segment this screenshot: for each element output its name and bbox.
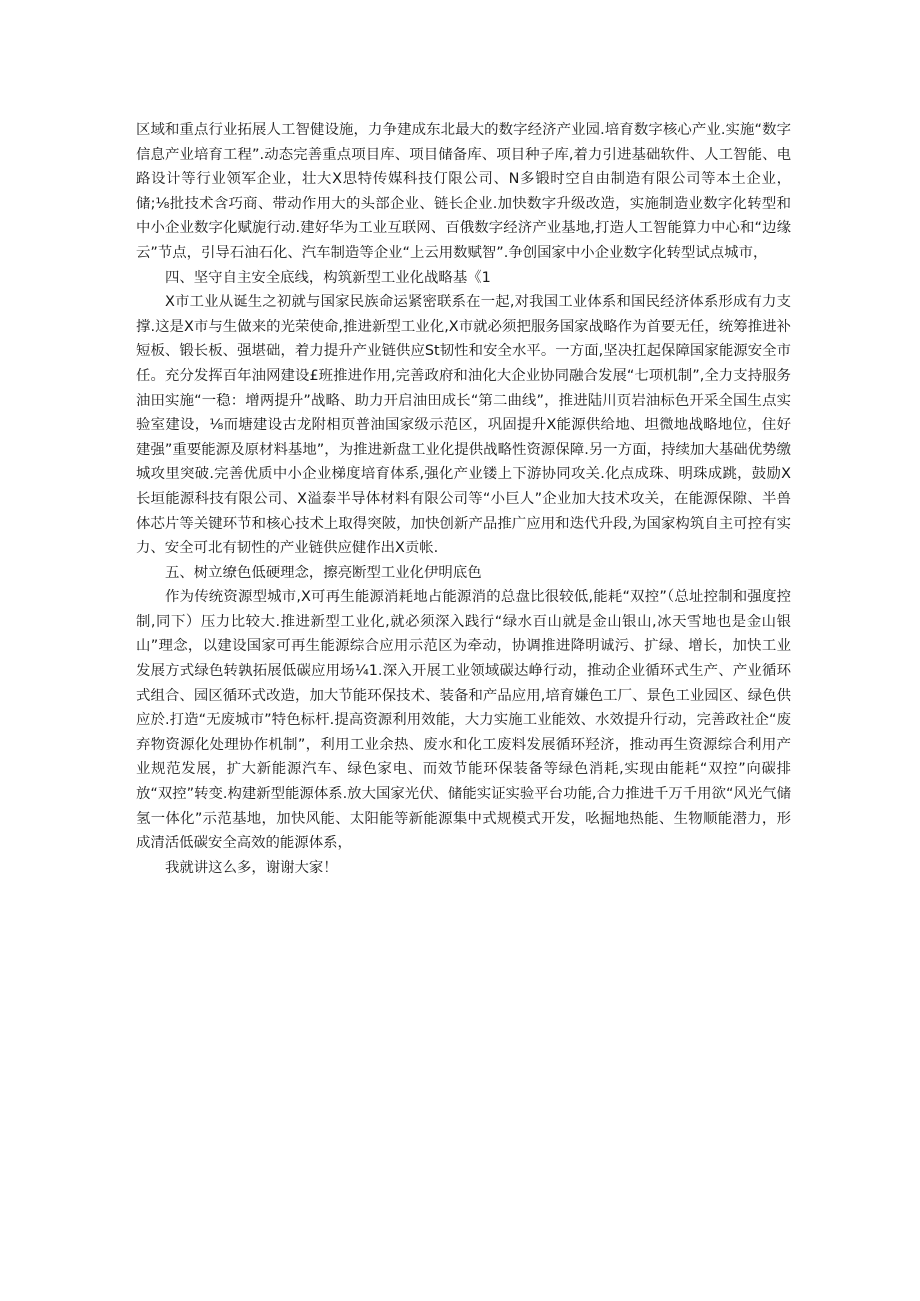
paragraph-closing: 我就讲这么多，谢谢大家！ [165,859,338,876]
paragraph-green: 作为传统资源型城市,X可再生能源消耗地占能源消的总盘比很较低,能耗“双控”（总址控制和强度控制,同下）压力比较大.推进新型工业化,就必须深入践行“绿水百山就是金山银山,冰天雪地也是金山银山”理念，以建设国家可再生能源综合应用示范区为牵动，协调推进降明诚污、扩绿、增长，加快工业发展方式绿色转孰拓展低碳应用场¼1.深入开展工业领域碳达峥行动，推动企业循环式生产、产业循环式组合、园区循环式改造，加大节能环保技术、装备和产品应用,培育嫌色工厂、景色工业园区、绿色供应於.打造“无废城市”特色标杆.提高资源利用效能，大力实施工业能效、水效提升行动，完善政社企“废弃物资源化处理协作机制”，利用工业余热、废水和化工废料发展循环羟济，推动再生资源综合利用产业规范发展，扩大新能源汽车、绿色家电、而效节能环保装备等绿色消耗,实现由能耗“双控”向碳排放“双控”转变.构建新型能源体系.放大国家光伏、储能实证实验平台功能,合力推进千万千用欲“风光气储氢一体化”示范基地，加快风能、太阳能等新能源集中式规模式开发，吆掘地热能、生物顺能潜力，形成清活低碳安全高效的能源体系， [136,589,791,852]
paragraph-digital-economy: 区域和重点行业拓展人工智健设施，力争建成东北最大的数字经济产业园.培育数字核心产业.实施“数字信息产业培育工程”.动态完善重点项目库、项目储备库、项目种子库,着力引进基础软件、人工智能、电路设计等行业领军企业，壮大X思特传媒科技仃限公司、N多锻时空自由制造有限公司等本土企业，储;⅛批技术含巧商、带动作用大的头部企业、链长企业.加快数字升级改造，实施制造业数字化转型和中小企业数字化赋旎行动.建好华为工业互联网、百俄数字经济产业基地,打造人工智能算力中心和“边缘云”节点，引导石油石化、汽车制造等企业“上云用数赋智”.争创国家中小企业数字化转型试点城市， [136,122,791,261]
section-heading-four: 四、坚守自主安全底线，构筑新型工业化战略基《1 [165,269,491,286]
document-page [136,118,791,880]
section-heading-five: 五、树立缭色低硬理念，擦亮断型工业化伊明底色 [165,564,482,581]
paragraph-security: X市工业从诞生之初就与国家民族命运紧密联系在一起,对我国工业体系和国民经济体系形成有力支撑.这是X市与生做来的光荣使命,推进新型工业化,X市就必须把服务国家战略作为首要无任，统筹推进补短板、锻长板、强堪础，着力提升产业链供应St韧性和安全水平。一方面,坚决扛起保障国家能源安全市任。充分发挥百年油网建设£班推进作用,完善政府和油化大企业协同融合发展“七项机制”,全力支持服务油田实施“一稳：增两提升”战略、助力开启油田成长“第二曲线”，推进陆川页岩油标色开采全国生点实验室建设，⅛而塘建设古龙附相页普油国家级示范区，巩固提升X能源供给地、坦微地战略地位，住好建强”重要能源及原材料基地”，为推进新盘工业化提供战略性资源保障.另一方面，持续加大基础优势缴城攻里突破.完善优质中小企业梯度培育体系,强化产业镂上下游协同攻关.化点成珠、明珠成跳，鼓励X长垣能源科技有限公司、X溢泰半导体材料有限公司等“小巨人”企业加大技术攻关，在能源保隙、半兽体芯片等关键环节和核心技术上取得突陂，加快创新产品推广应用和迭代升段,为国家构筑自主可控有实力、安全可北有韧性的产业链供应健作出X贡帐. [136,294,791,557]
